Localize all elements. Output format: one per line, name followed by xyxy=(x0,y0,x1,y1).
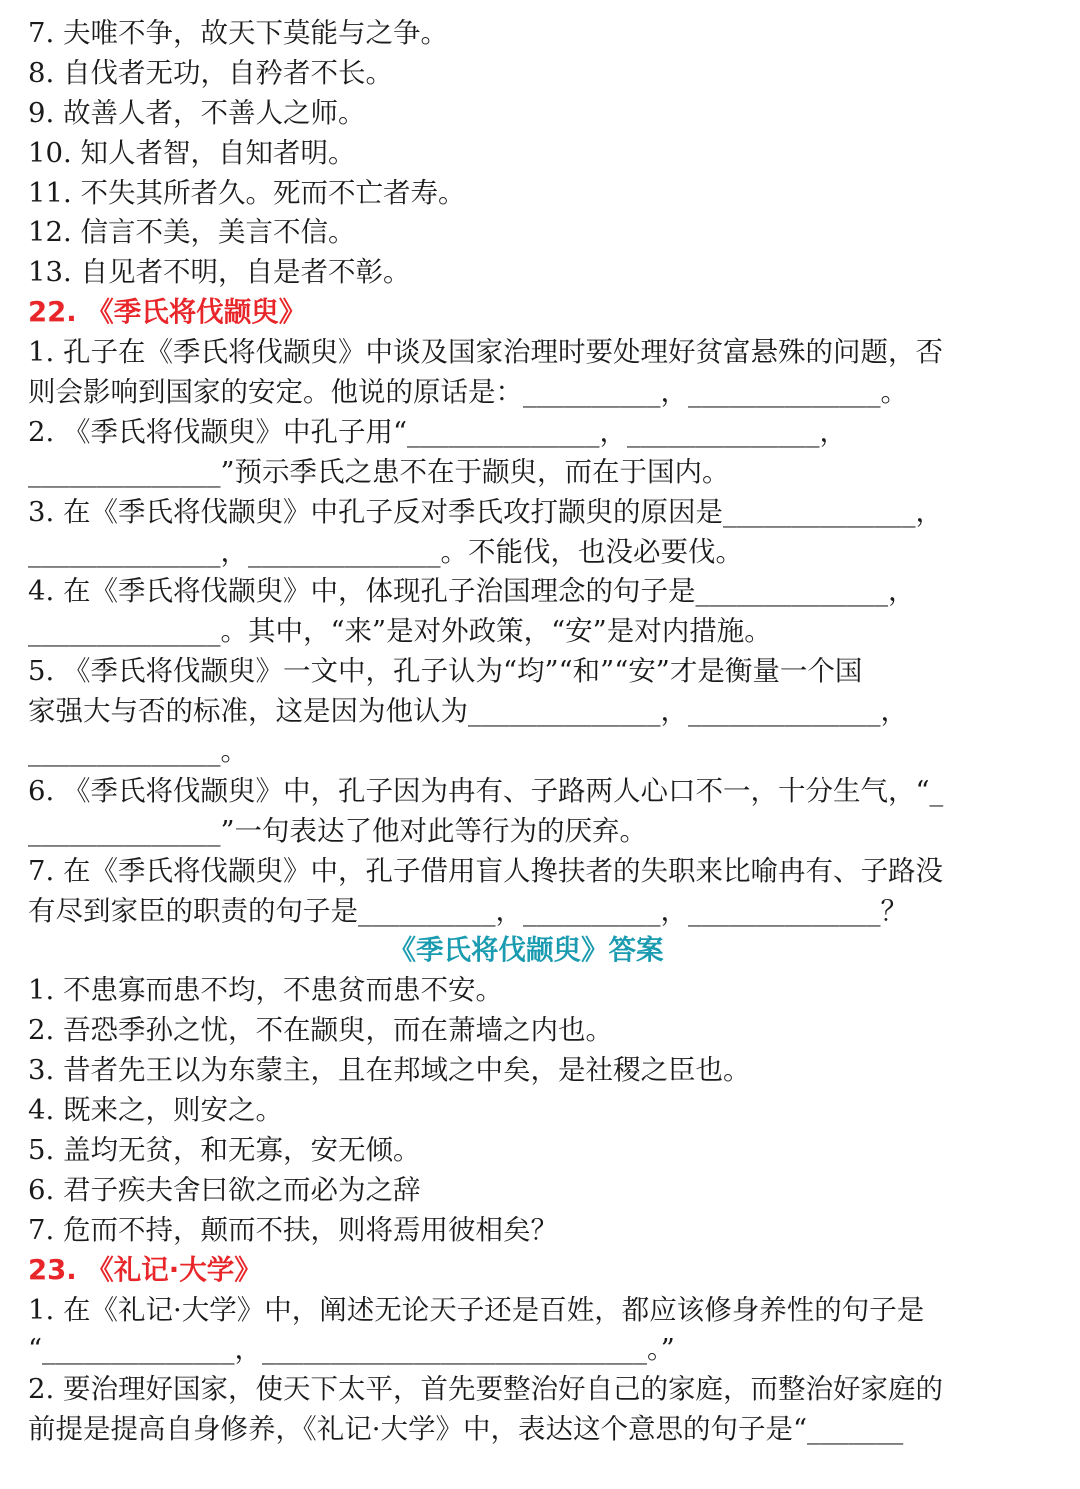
text-line: ______________”预示季氏之患不在于颛臾，而在于国内。 xyxy=(28,455,730,488)
text-line: 1. 在《礼记·大学》中，阐述无论天子还是百姓，都应该修身养性的句子是 xyxy=(28,1293,925,1326)
text-line: 1. 不患寡而患不均，不患贫而患不安。 xyxy=(28,974,503,1007)
text-line: 10. 知人者智，自知者明。 xyxy=(28,136,356,169)
text-line: 7. 危而不持，颠而不扶，则将焉用彼相矣？ xyxy=(28,1213,558,1246)
text-line: 4. 在《季氏将伐颛臾》中，体现孔子治国理念的句子是______________， xyxy=(28,575,916,608)
text-line: 5. 盖均无贫，和无寡，安无倾。 xyxy=(28,1133,421,1166)
text-line: 11. 不失其所者久。死而不亡者寿。 xyxy=(28,176,466,209)
text-line: 4. 既来之，则安之。 xyxy=(28,1094,283,1127)
section-heading: 22. 《季氏将伐颛臾》 xyxy=(28,296,307,329)
text-line: 5. 《季氏将伐颛臾》一文中，孔子认为“均”“和”“安”才是衡量一个国 xyxy=(28,655,863,688)
text-line: 6. 《季氏将伐颛臾》中，孔子因为冉有、子路两人心口不一，十分生气，“_ xyxy=(28,774,944,807)
text-line: 8. 自伐者无功，自矜者不长。 xyxy=(28,56,393,89)
text-line: 有尽到家臣的职责的句子是__________，__________，______________？ xyxy=(28,894,908,927)
section-heading: 23. 《礼记·大学》 xyxy=(28,1253,262,1286)
text-line: 2. 要治理好国家，使天下太平，首先要整治好自己的家庭，而整治好家庭的 xyxy=(28,1373,943,1406)
text-line: 家强大与否的标准，这是因为他认为______________，______________， xyxy=(28,695,908,728)
text-line: ______________。 xyxy=(28,735,248,768)
text-line: 9. 故善人者，不善人之师。 xyxy=(28,96,366,129)
text-line: ______________”一句表达了他对此等行为的厌弃。 xyxy=(28,814,648,847)
text-line: ______________。其中，“来”是对外政策，“安”是对内措施。 xyxy=(28,615,772,648)
text-line: 12. 信言不美，美言不信。 xyxy=(28,216,356,249)
text-line: ______________，______________。不能伐，也没必要伐。 xyxy=(28,535,743,568)
text-line: 6. 君子疾夫舍曰欲之而必为之辞 xyxy=(28,1173,421,1206)
text-line: 前提是提高自身修养，《礼记·大学》中，表达这个意思的句子是“_______ xyxy=(28,1413,904,1446)
text-line: “______________，____________________________。” xyxy=(28,1333,675,1366)
text-line: 7. 在《季氏将伐颛臾》中，孔子借用盲人搀扶者的失职来比喻冉有、子路没 xyxy=(28,854,943,887)
text-line: 2. 吾恐季孙之忧，不在颛臾，而在萧墙之内也。 xyxy=(28,1014,613,1047)
text-line: 2. 《季氏将伐颛臾》中孔子用“______________，______________， xyxy=(28,415,848,448)
text-line: 3. 昔者先王以为东蒙主，且在邦域之中矣，是社稷之臣也。 xyxy=(28,1054,751,1087)
text-line: 7. 夫唯不争，故天下莫能与之争。 xyxy=(28,17,448,49)
text-line: 3. 在《季氏将伐颛臾》中孔子反对季氏攻打颛臾的原因是______________， xyxy=(28,495,943,528)
text-line: 则会影响到国家的安定。他说的原话是：__________，______________。 xyxy=(28,376,908,409)
text-line: 13. 自见者不明，自是者不彰。 xyxy=(28,256,411,289)
document-page xyxy=(28,14,1064,1450)
text-line: 1. 孔子在《季氏将伐颛臾》中谈及国家治理时要处理好贫富悬殊的问题，否 xyxy=(28,336,943,369)
section-heading: 《季氏将伐颛臾》答案 xyxy=(388,934,664,967)
